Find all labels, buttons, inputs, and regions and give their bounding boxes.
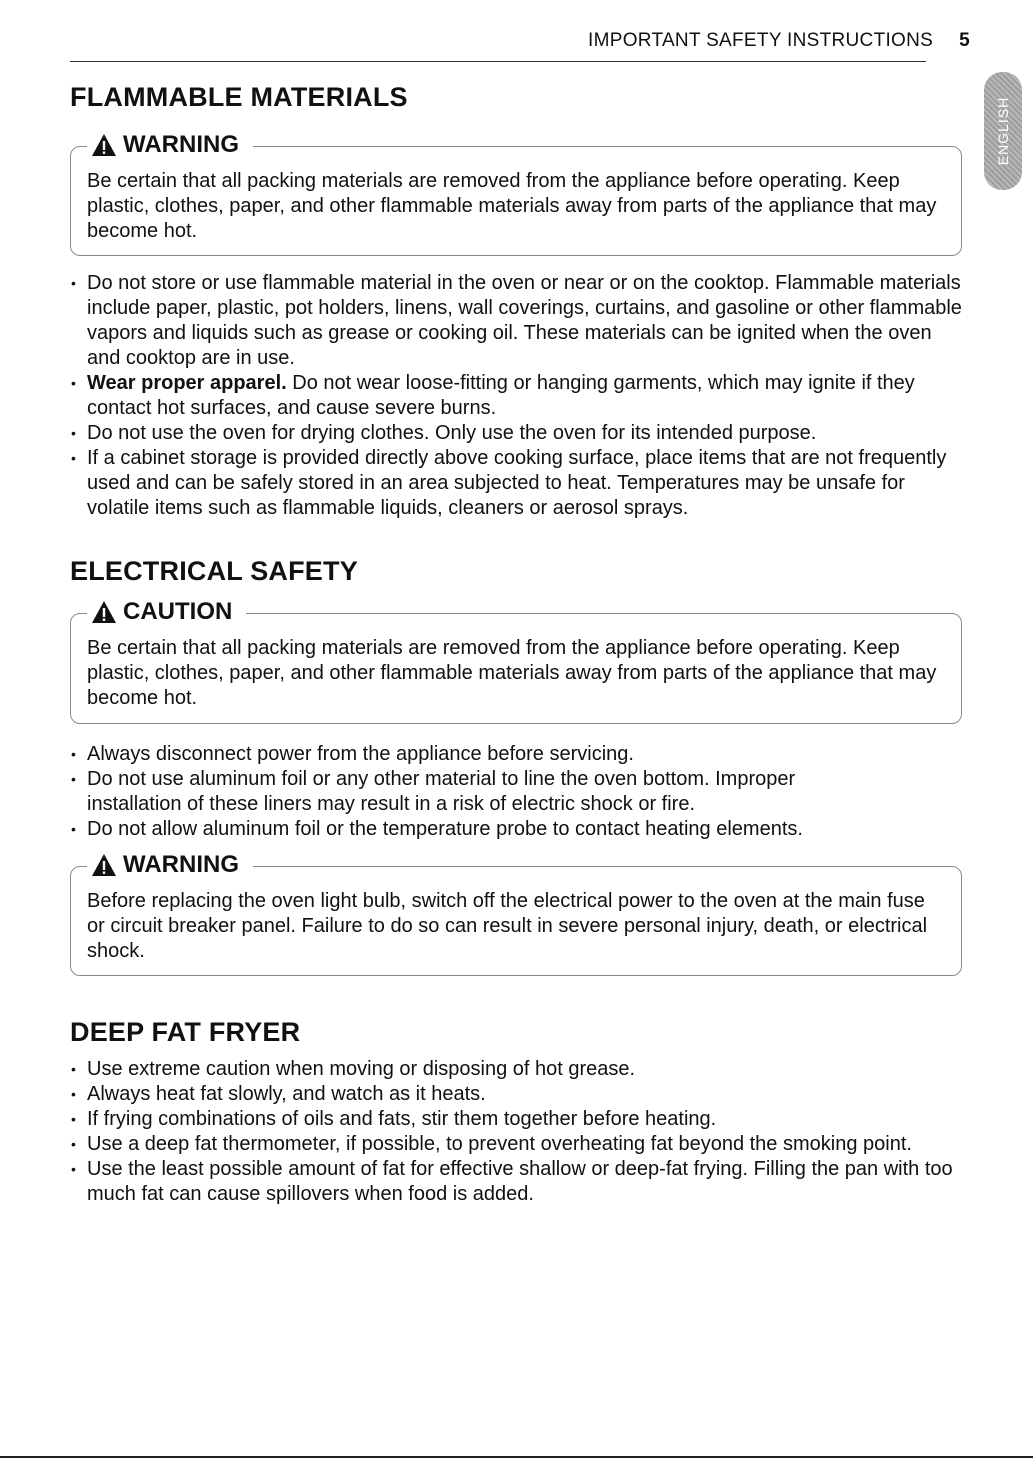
list-item (70, 371, 965, 421)
list-item: • Use a deep fat thermometer, if possible, to prevent overheating fat beyond the smoking point. (70, 1132, 965, 1157)
language-tab-label: ENGLISH (995, 96, 1011, 166)
header-title: IMPORTANT SAFETY INSTRUCTIONS (588, 30, 934, 51)
list-item: • If frying combinations of oils and fats, stir them together before heating. (70, 1107, 965, 1132)
list-item: • If a cabinet storage is provided directly above cooking surface, place items that are not frequently used and can be safely stored in an area subjected to heat. Temperatures may be unsafe for volatile items such as flammable liquids, cleaners or aerosol sprays. (70, 446, 965, 521)
section-heading-flammable: FLAMMABLE MATERIALS (70, 82, 408, 112)
warning-box-electrical (70, 851, 962, 976)
list-item: • Use extreme caution when moving or disposing of hot grease. (70, 1057, 965, 1082)
warning-label-text: WARNING (123, 131, 239, 158)
page-number: 5 (959, 30, 970, 51)
warning-label (87, 131, 253, 159)
language-tab[interactable] (984, 72, 1022, 190)
flammable-bullet-list (70, 271, 965, 521)
header-rule (70, 61, 926, 62)
warning-label (87, 851, 253, 879)
caution-box-electrical (70, 598, 962, 724)
list-item: • Do not allow aluminum foil or the temperature probe to contact heating elements. (70, 817, 965, 842)
list-item: • Use the least possible amount of fat for effective shallow or deep-fat frying. Filling the pan with too much fat can cause spillovers when food is added. (70, 1157, 965, 1207)
list-item: • Do not use the oven for drying clothes. Only use the oven for its intended purpose. (70, 421, 965, 446)
list-item-bold: Wear proper apparel. (87, 372, 287, 394)
caution-text: Be certain that all packing materials are removed from the appliance before operating. Keep plastic, clothes, paper, and other flammable materials away from parts of the appliance that may become hot. (87, 637, 937, 709)
list-item: • Do not store or use flammable material in the oven or near or on the cooktop. Flammable materials include paper, plastic, pot holders, linens, wall coverings, curtains, and gasoline or other flammable vapors and liquids such as grease or cooking oil. These materials can be ignited when the oven and cooktop are in use. (70, 271, 965, 371)
section-heading-fryer: DEEP FAT FRYER (70, 1017, 301, 1047)
section-heading-electrical: ELECTRICAL SAFETY (70, 556, 358, 586)
fryer-bullet-list (70, 1057, 965, 1207)
warning-label-text: WARNING (123, 851, 239, 878)
caution-label-text: CAUTION (123, 598, 233, 625)
caution-label (87, 598, 246, 626)
list-item: • Always disconnect power from the appliance before servicing. (70, 742, 965, 767)
warning-text: Be certain that all packing materials are removed from the appliance before operating. Keep plastic, clothes, paper, and other flammable materials away from parts of the appliance that may become hot. (87, 170, 937, 242)
list-item-text: Do not wear loose-fitting or hanging garments, which may ignite if they contact hot surfaces, and cause severe burns. (87, 372, 915, 419)
page-header (70, 30, 970, 52)
warning-triangle-icon (91, 853, 117, 877)
warning-triangle-icon (91, 600, 117, 624)
warning-triangle-icon (91, 133, 117, 157)
warning-text: Before replacing the oven light bulb, switch off the electrical power to the oven at the main fuse or circuit breaker panel. Failure to do so can result in severe personal injury, death, or electrical shock. (87, 890, 928, 962)
electrical-bullet-list (70, 742, 965, 842)
list-item: • Do not use aluminum foil or any other material to line the oven bottom. Improper installation of these liners may result in a risk of electric shock or fire. (70, 767, 965, 817)
warning-box-flammable (70, 131, 962, 256)
bottom-rule (0, 1456, 1033, 1458)
list-item: • Always heat fat slowly, and watch as it heats. (70, 1082, 965, 1107)
